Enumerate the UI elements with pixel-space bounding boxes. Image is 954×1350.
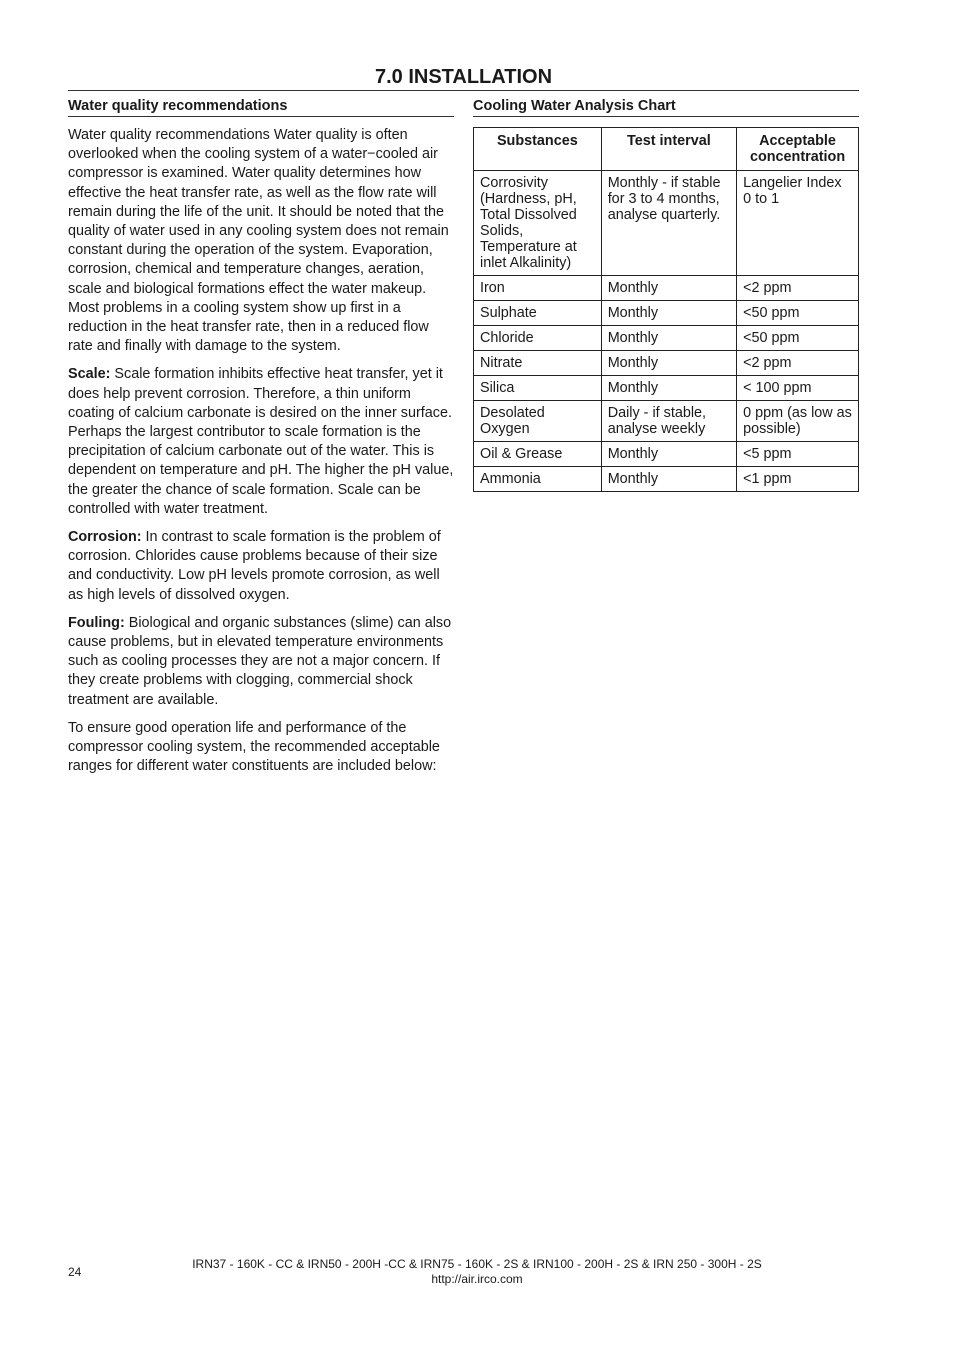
table-row [474, 467, 859, 492]
fouling-paragraph [68, 614, 454, 710]
scale-text: Scale formation inhibits effective heat transfer, yet it does help prevent corrosion. Therefore, a thin uniform coating of calcium carbonate is desired on the inner surface. Perhaps the largest contributor to scale formation is the precipitation of calcium carbonate out of the water. This is dependent on temperature and pH. The higher the pH value, the greater the chance of scale formation. Scale can be controlled with water treatment. [68, 366, 454, 517]
interval-cell: Monthly [601, 442, 736, 467]
concentration-cell: < 100 ppm [737, 376, 859, 401]
closing-paragraph: To ensure good operation life and performance of the compressor cooling system, the recommended acceptable ranges for different water constituents are included below: [68, 719, 440, 775]
substance-cell: Desolated Oxygen [474, 401, 602, 442]
concentration-cell: <2 ppm [737, 351, 859, 376]
substance-cell: Oil & Grease [474, 442, 602, 467]
concentration-cell: <50 ppm [737, 326, 859, 351]
concentration-cell: <5 ppm [737, 442, 859, 467]
concentration-cell: 0 ppm (as low as possible) [737, 401, 859, 442]
analysis-chart-heading: Cooling Water Analysis Chart [473, 97, 859, 117]
footer-url: http://air.irco.com [431, 1272, 523, 1286]
table-row [474, 301, 859, 326]
interval-cell: Monthly [601, 301, 736, 326]
interval-cell: Monthly [601, 376, 736, 401]
fouling-label: Fouling: [68, 614, 125, 631]
right-column [473, 97, 859, 492]
footer [0, 1257, 954, 1287]
interval-cell: Daily - if stable, analyse weekly [601, 401, 736, 442]
table-row [474, 376, 859, 401]
scale-paragraph [68, 365, 454, 519]
concentration-cell: <50 ppm [737, 301, 859, 326]
header-acceptable-concentration: Acceptable concentration [737, 128, 859, 171]
table-row [474, 276, 859, 301]
interval-cell: Monthly [601, 467, 736, 492]
left-column [68, 97, 454, 777]
intro-paragraph: Water quality recommendations Water quality is often overlooked when the cooling system of a water−cooled air compressor is examined. Water quality determines how effective the heat transfer rate, as well as the flow rate will remain during the life of the unit. It should be noted that the quality of water used in any cooling system does not remain constant during the operation of the system. Evaporation, corrosion, chemical and temperature changes, aeration, scale and biological formations effect the water makeup. Most problems in a cooling system show up first in a reduction in the heat transfer rate, then in a reduced flow rate and finally with damage to the system. [68, 127, 449, 355]
footer-models: IRN37 - 160K - CC & IRN50 - 200H -CC & IRN75 - 160K - 2S & IRN100 - 200H - 2S & IRN 250 - 300H - 2S [192, 1257, 762, 1271]
header-test-interval: Test interval [601, 128, 736, 171]
table-row [474, 171, 859, 276]
concentration-cell: <2 ppm [737, 276, 859, 301]
header-substances: Substances [474, 128, 602, 171]
substance-cell: Chloride [474, 326, 602, 351]
table-row [474, 326, 859, 351]
scale-label: Scale: [68, 366, 111, 383]
substance-cell: Sulphate [474, 301, 602, 326]
substance-cell: Ammonia [474, 467, 602, 492]
interval-cell: Monthly [601, 326, 736, 351]
substance-cell: Silica [474, 376, 602, 401]
interval-cell: Monthly - if stable for 3 to 4 months, analyse quarterly. [601, 171, 736, 276]
concentration-cell: <1 ppm [737, 467, 859, 492]
page-title: 7.0 INSTALLATION [374, 66, 553, 88]
interval-cell: Monthly [601, 351, 736, 376]
water-quality-heading: Water quality recommendations [68, 97, 454, 117]
table-row [474, 401, 859, 442]
concentration-cell: Langelier Index 0 to 1 [737, 171, 859, 276]
substance-cell: Corrosivity (Hardness, pH, Total Dissolved Solids, Temperature at inlet Alkalinity) [474, 171, 602, 276]
title-divider [68, 90, 859, 91]
fouling-text: Biological and organic substances (slime) can also cause problems, but in elevated temperature environments such as cooling processes they are not a major concern. If they create problems with clogging, commercial shock treatment are available. [68, 614, 452, 708]
page-number: 24 [68, 1265, 82, 1279]
interval-cell: Monthly [601, 276, 736, 301]
table-row [474, 442, 859, 467]
corrosion-text: In contrast to scale formation is the problem of corrosion. Chlorides cause problems because of their size and conductivity. Low pH levels promote corrosion, as well as high levels of dissolved oxygen. [68, 529, 441, 603]
corrosion-paragraph [68, 528, 454, 605]
cooling-water-analysis-table [473, 127, 859, 492]
table-row [474, 351, 859, 376]
substance-cell: Nitrate [474, 351, 602, 376]
corrosion-label: Corrosion: [68, 529, 142, 546]
table-header-row [474, 128, 859, 171]
substance-cell: Iron [474, 276, 602, 301]
